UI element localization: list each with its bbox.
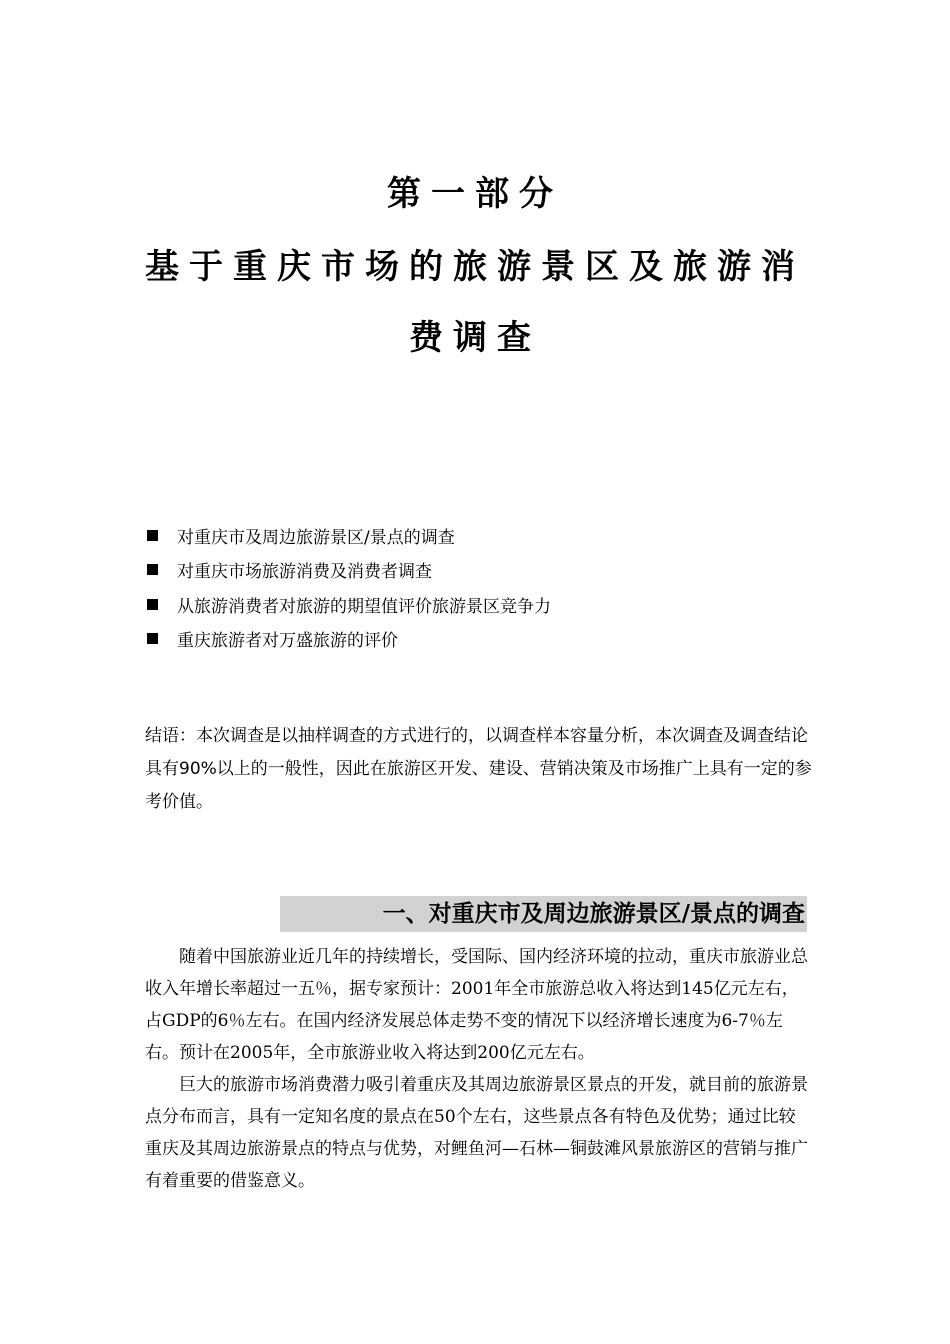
list-item	[145, 518, 805, 553]
list-item-text: 对重庆市及周边旅游景区/景点的调查	[177, 527, 455, 548]
list-item	[145, 587, 805, 622]
square-bullet-icon	[147, 564, 158, 575]
topic-list	[145, 518, 805, 656]
list-item-text: 重庆旅游者对万盛旅游的评价	[177, 631, 398, 652]
list-item	[145, 553, 805, 588]
conclusion-paragraph: 结语：本次调查是以抽样调查的方式进行的，以调查样本容量分析，本次调查及调查结论具有90%以上的一般性，因此在旅游区开发、建设、营销决策及市场推广上具有一定的参考价值。	[145, 726, 812, 812]
list-item-text: 对重庆市场旅游消费及消费者调查	[177, 562, 432, 583]
page-title-line-1: 第一部分	[387, 174, 563, 214]
list-item-text: 从旅游消费者对旅游的期望值评价旅游景区竞争力	[177, 596, 551, 617]
square-bullet-icon	[147, 530, 158, 541]
page-title-line-3: 费调查	[409, 318, 541, 358]
section-heading-text: 一、对重庆市及周边旅游景区/景点的调查	[382, 901, 805, 927]
square-bullet-icon	[147, 599, 158, 610]
body-paragraph: 随着中国旅游业近几年的持续增长，受国际、国内经济环境的拉动，重庆市旅游业总收入年增长率超过一五％，据专家预计：2001年全市旅游总收入将达到145亿元左右，占GDP的6％左右。在国内经济发展总体走势不变的情况下以经济增长速度为6-7％左右。预计在2005年，全市旅游业收入将达到200亿元左右。	[145, 947, 808, 1063]
page-title-line-2: 基于重庆市场的旅游景区及旅游消	[145, 247, 805, 287]
square-bullet-icon	[147, 633, 158, 644]
body-paragraph: 巨大的旅游市场消费潜力吸引着重庆及其周边旅游景区景点的开发，就目前的旅游景点分布而言，具有一定知名度的景点在50个左右，这些景点各有特色及优势；通过比较重庆及其周边旅游景点的特点与优势，对鲤鱼河—石林—铜鼓滩风景旅游区的营销与推广有着重要的借鉴意义。	[145, 1075, 808, 1191]
section-body	[145, 941, 810, 1197]
list-item	[145, 622, 805, 657]
section-heading	[280, 896, 807, 932]
